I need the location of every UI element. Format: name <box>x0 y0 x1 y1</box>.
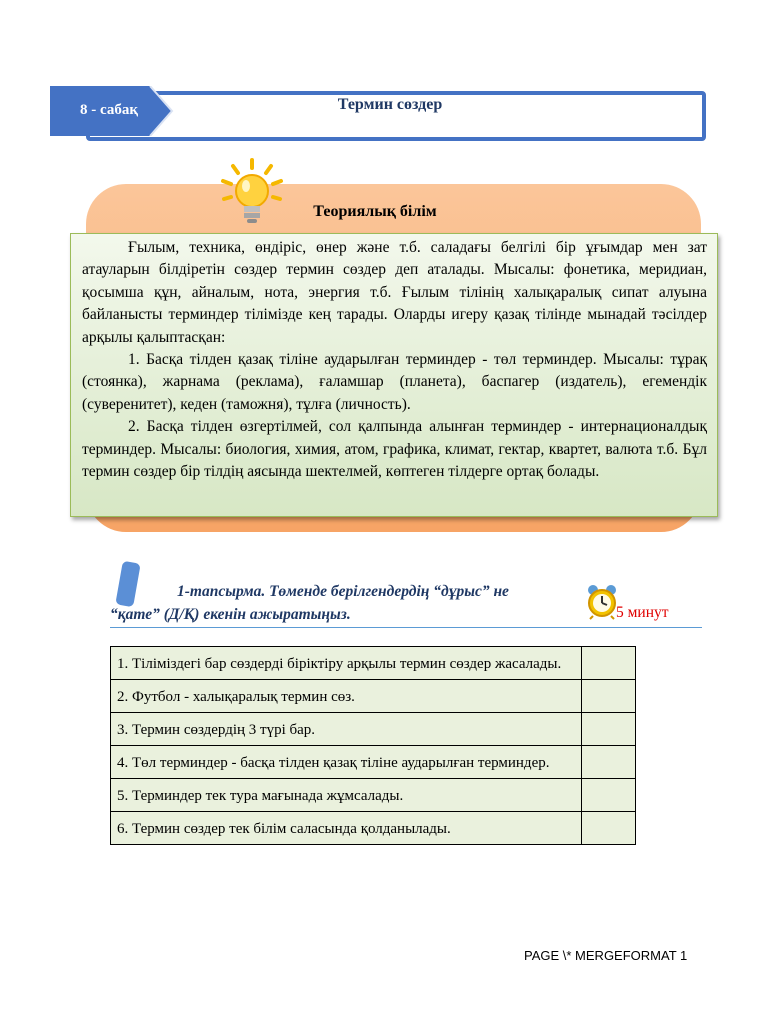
answer-cell[interactable] <box>581 713 635 746</box>
lesson-tag <box>50 86 176 136</box>
statement-cell: 3. Термин сөздердің 3 түрі бар. <box>111 713 582 746</box>
alarm-clock-icon <box>585 582 619 620</box>
answer-cell[interactable] <box>581 779 635 812</box>
time-limit: 5 минут <box>616 604 669 621</box>
bookmark-icon <box>115 560 143 610</box>
task-instruction-line2: “қате” (Д/Қ) екенін ажыратыңыз. <box>110 606 351 623</box>
theory-text-box <box>70 233 718 517</box>
lesson-title: Термин сөздер <box>337 96 443 113</box>
table-row <box>111 746 636 779</box>
table-row <box>111 713 636 746</box>
task-divider <box>110 627 702 628</box>
task-instruction-line1: 1-тапсырма. Төменде берілгендердің “дұрыс” не <box>177 583 509 600</box>
statement-cell: 6. Термин сөздер тек білім саласында қолданылады. <box>111 812 582 845</box>
answer-cell[interactable] <box>581 680 635 713</box>
table-row <box>111 779 636 812</box>
lesson-number: 8 - сабақ <box>80 102 138 118</box>
answer-cell[interactable] <box>581 812 635 845</box>
statement-cell: 2. Футбол - халықаралық термин сөз. <box>111 680 582 713</box>
statement-cell: 5. Терминдер тек тура мағынада жұмсалады. <box>111 779 582 812</box>
theory-paragraph-intro: Ғылым, техника, өндіріс, өнер және т.б. саладағы белгілі бір ұғымдар мен зат атауларын білдіретін сөздер термин сөздер деп аталады. Мысалы: фонетика, меридиан, қосымша құн, айналым, нота, энергия т.б. Ғылым тілінің халықаралық сипат алуына байланысты терминдер тілімізде кең тарады. Оларды игеру қазақ тілінде мынадай тәсілдер арқылы қалыптасқан: <box>82 239 707 346</box>
theory-paragraph-international-terms: 2. Басқа тілден өзгертілмей, сол қалпында алынған терминдер - интернационалдық терминдер. Мысалы: биология, химия, атом, графика, климат, гектар, квартет, валюта т.б. Бұл термин сөздер бір тілдің аясында шектелмей, көптеген тілдерге ортақ болады. <box>82 418 707 481</box>
statement-cell: 4. Төл терминдер - басқа тілден қазақ тіліне аударылған терминдер. <box>111 746 582 779</box>
theory-paragraph-native-terms: 1. Басқа тілден қазақ тіліне аударылған терминдер - төл терминдер. Мысалы: тұрақ (стоянка), жарнама (реклама), ғаламшар (планета), баспагер (издатель), егемендік (суверенитет), кеден (таможня), тұлға (личность). <box>82 351 707 413</box>
table-row <box>111 647 636 680</box>
true-false-table <box>110 646 636 845</box>
table-row <box>111 812 636 845</box>
page-footer: PAGE \* MERGEFORMAT 1 <box>524 948 688 963</box>
statement-cell: 1. Тіліміздегі бар сөздерді біріктіру арқылы термин сөздер жасалады. <box>111 647 582 680</box>
answer-cell[interactable] <box>581 746 635 779</box>
answer-cell[interactable] <box>581 647 635 680</box>
theory-title: Теориялық білім <box>313 203 437 220</box>
table-row <box>111 680 636 713</box>
